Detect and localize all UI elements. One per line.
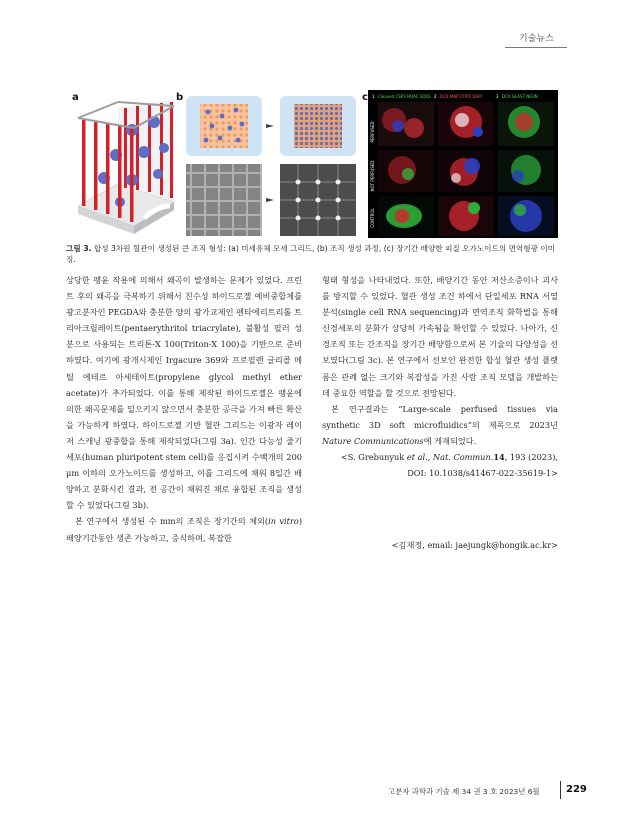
reference-volume: 14 — [493, 452, 505, 463]
figure-caption — [66, 243, 562, 265]
tissue-generation-schematic — [184, 96, 364, 238]
reference-pages-year: , 193 (2023), — [504, 452, 558, 463]
reference-journal: et al., Nat. Commun. — [406, 452, 494, 463]
row-label-not-perfused: NOT PERFUSED — [370, 160, 375, 192]
right-paragraph-1: 형태 형성을 나타내었다. 또한, 배양기간 동안 저산소증이나 괴사를 방지할 수 있었다. 혈관 생성 조건 하에서 단일세포 RNA 서열분석(single cell RNA sequencing)과 면역조직 화학법을 통해 신경세포의 분화가 상당히 가속됨을 확인할 수 있었다. 나아가, 신경조직 또는 간조직을 장기간 배양함으로써 본 기술의 다양성을 선보였다(그림 3c). 본 연구에서 선보인 완전한 합성 혈관 생성 플랫폼은 관례 없는 크기와 복잡성을 가진 사람 조직 모델을 개발하는데 중요한 역할을 할 것으로 전망된다. — [322, 275, 558, 398]
publication-note-pre: 본 연구결과는 “Large-scale perfused tissues via synthetic 3D soft microfluidics”의 제목으로 2023년 — [322, 403, 558, 430]
row-label-control: CONTROL — [370, 208, 375, 228]
micro-header-1-num: 1 — [372, 94, 375, 99]
micro-header-2-num: 2 — [434, 94, 437, 99]
immunofluorescence-image-grid — [368, 90, 558, 238]
footer-divider — [560, 781, 561, 799]
header-rule — [505, 47, 567, 48]
figure-caption-label: 그림 3. — [66, 244, 92, 253]
journal-name: Nature Communications — [322, 435, 424, 446]
footer-journal-line: 고분자 과학과 기술 제 34 권 3 호 2023년 6월 — [388, 787, 540, 796]
micro-header-3-num: 3 — [496, 94, 499, 99]
section-header: 기술뉴스 — [519, 34, 554, 44]
panel-label-c: c — [362, 92, 368, 103]
left-paragraph-1: 상당한 팽윤 작용에 의해서 왜곡이 발생하는 문제가 있었다. 프린트 후의 왜곡을 극복하기 위해서 친수성 하이드로젤 예비중합체를 광고분자인 PEGDA와 충분한 양의 광가교제인 펜타에리트리톨 트리아크릴레이트(pentaerythritol triacrylate), 불활성 필러 성분으로 사용되는 트리톤-X 100(Triton-X 100)을 기반으로 준비하였다. 여기에 광개시제인 Irgacure 369와 프로필렌 글리콜 메틸 에테르 아세테이트(propylene glycol methyl ether acetate)가 추가되었다. 이를 통해 제작된 하이드로젤은 팽윤에 의한 왜곡문제를 일으키지 않으면서 충분한 공극을 가져 빠른 확산을 가능하게 하였다. 하이드로젤 기반 혈관 그리드는 이광자 레이저 스캐닝 광중합을 통해 제작되었다(그림 3a). 인간 다능성 줄기세포(human pluripotent stem cell)를 응집시켜 수백개의 200 μm 이하의 오가노이드를 생성하고, 이를 그리드에 채워 8일간 배양하고 분화시킨 결과, 전 공간이 채워진 채로 융합된 조직을 생성할 수 있었다(그림 3b). — [66, 275, 302, 511]
figure-3 — [66, 88, 558, 238]
panel-label-a: a — [72, 92, 79, 103]
micro-header-1: Cleaved CSP3 HOAC SOX2 — [378, 94, 431, 99]
reference — [322, 449, 558, 465]
reference-authors: <S. Grebunyuk — [340, 452, 407, 463]
body-right-column — [322, 272, 558, 481]
scaffold-3d-illustration — [74, 100, 180, 238]
in-vitro-term: in vitro — [268, 516, 299, 527]
micro-header-2: DCX MBP CTIP2 DAPI — [440, 94, 482, 99]
micro-header-3: DCX GLAST NEUN — [502, 94, 538, 99]
body-left-column — [66, 272, 302, 546]
left-paragraph-2-pre: 본 연구에서 생성된 수 mm의 조직은 장기간의 체외( — [75, 516, 269, 527]
author-contact: <김재정, email: jaejungk@hongik.ac.kr> — [391, 540, 558, 550]
row-label-perfused: PERFUSED — [370, 121, 375, 143]
panel-label-b: b — [176, 92, 184, 103]
left-paragraph-2-post: ) 배양기간동안 생존 가능하고, 증식하며, 복잡한 — [66, 516, 303, 543]
publication-note — [322, 401, 558, 449]
page-number: 229 — [566, 784, 587, 795]
reference-doi: DOI: 10.1038/s41467-022-35619-1> — [407, 468, 558, 479]
publication-note-post: 에 게재되었다. — [423, 435, 477, 446]
left-paragraph-2 — [66, 513, 302, 545]
figure-caption-text: 합성 3차원 혈관이 생성된 큰 조직 형성: (a) 미세유체 모세 그리드, (b) 조직 생성 과정, (c) 장기간 배양한 피질 오가노이드의 면역형광 이미징. — [66, 244, 556, 264]
